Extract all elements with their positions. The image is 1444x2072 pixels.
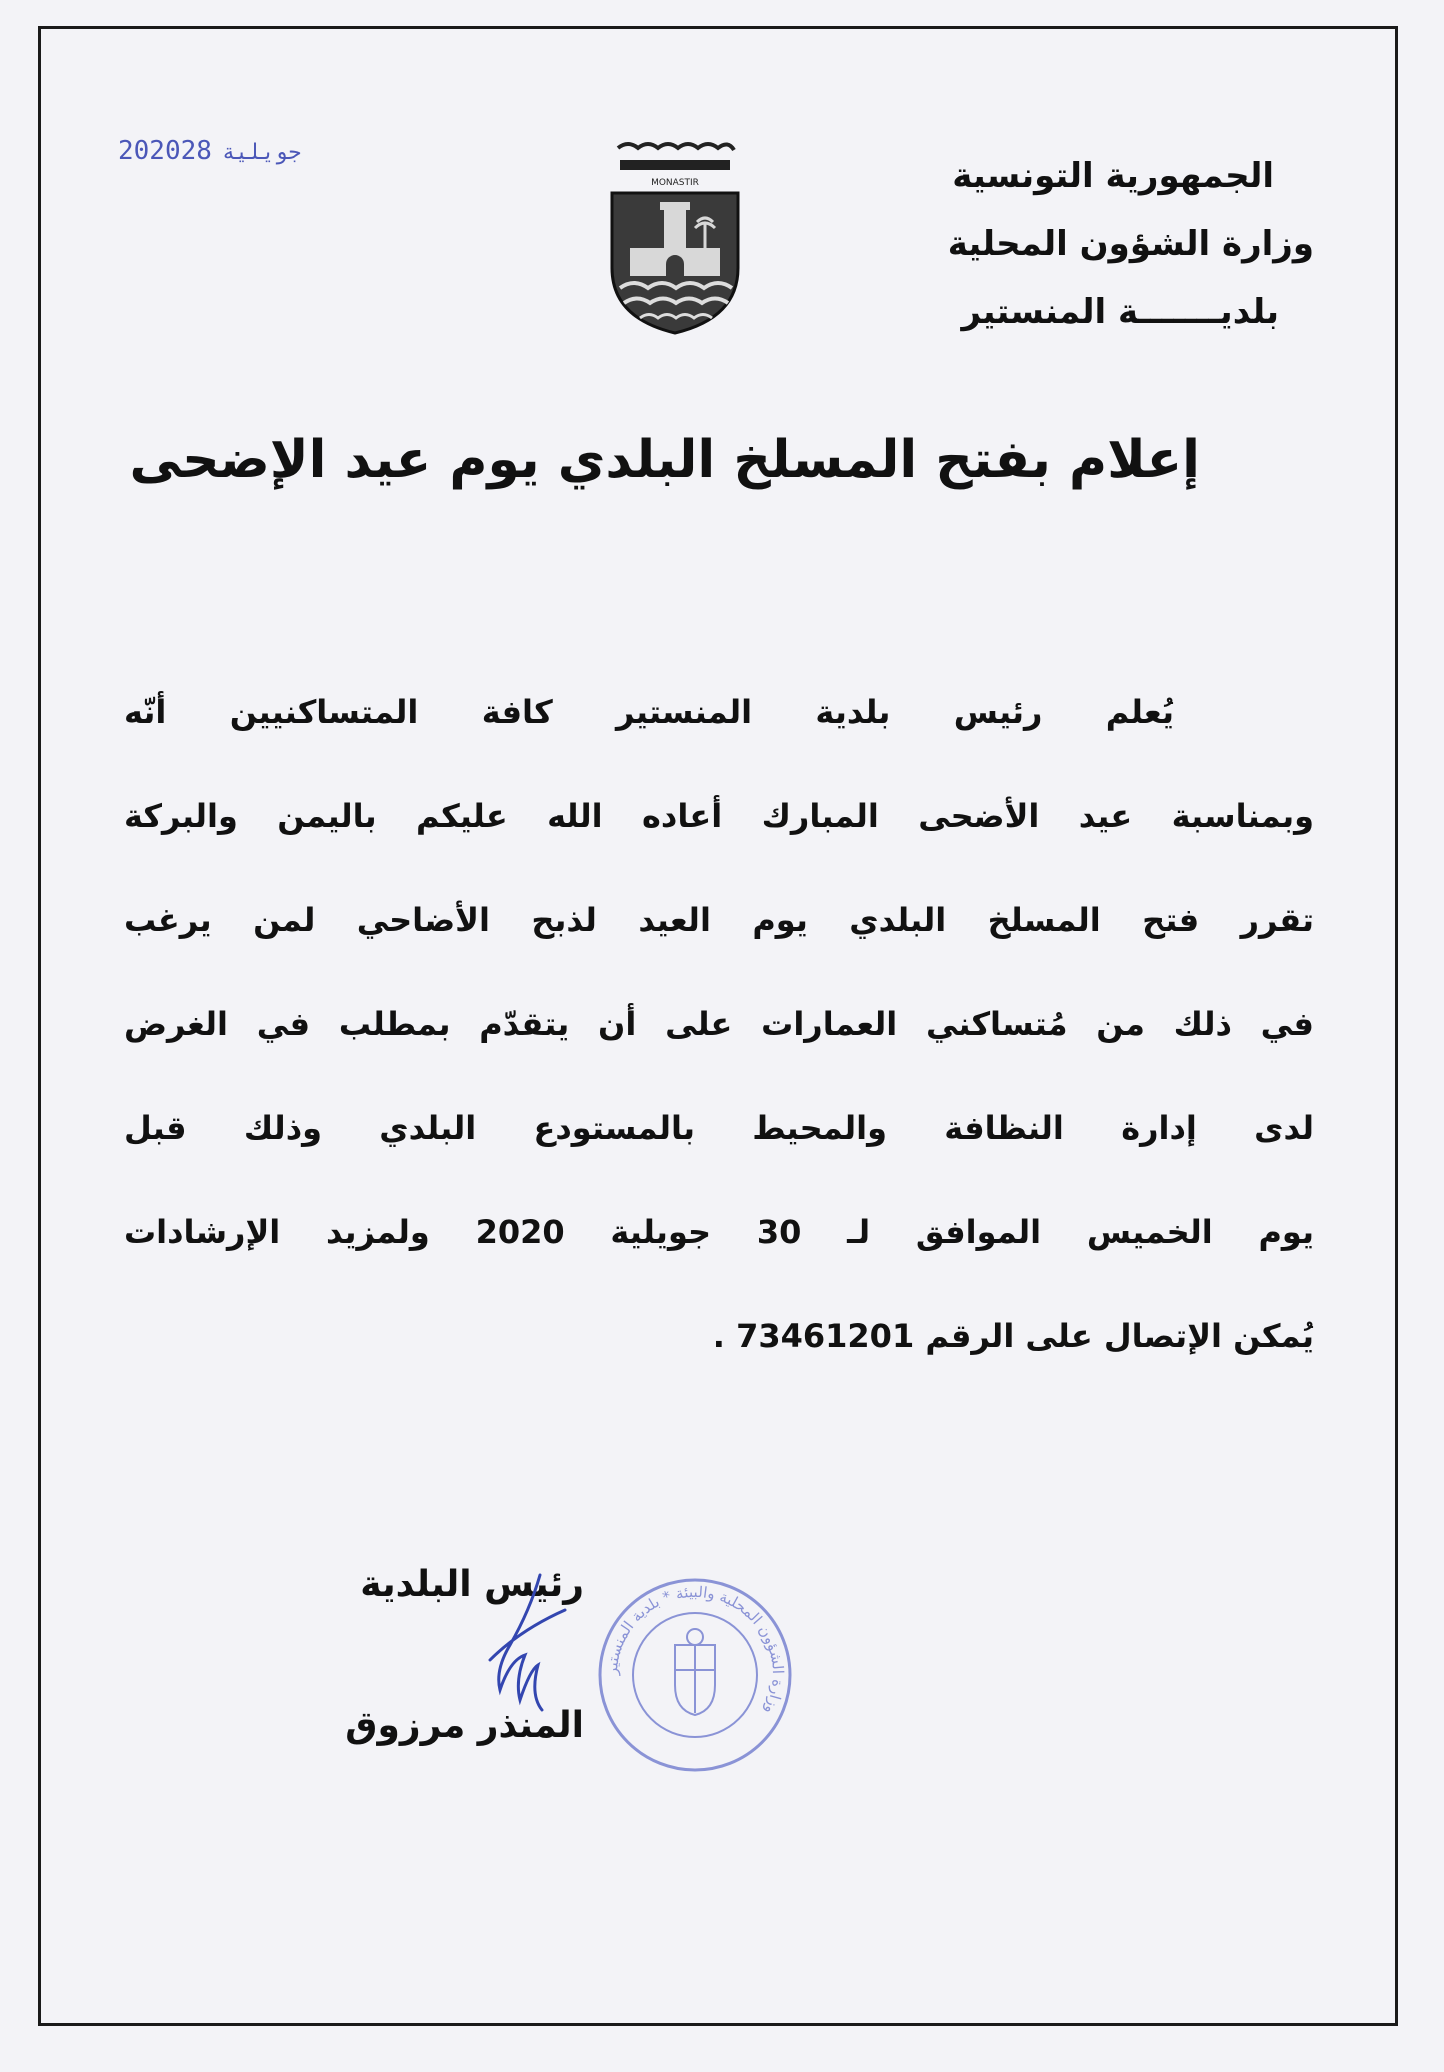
body-line: لدى إدارة النظافة والمحيط بالمستودع البلدي وذلك قبل xyxy=(124,1109,1314,1147)
document-body xyxy=(124,690,1314,1418)
body-line: تقرر فتح المسلخ البلدي يوم العيد لذبح الأضاحي لمن يرغب xyxy=(124,901,1314,939)
stamp-text: وزارة الشؤون المحلية والبيئة * بلدية المنستير xyxy=(602,1582,788,1718)
letterhead-municipality: بلديـــــــة المنستير xyxy=(961,292,1279,332)
date-day: 28 xyxy=(180,136,212,166)
letterhead-republic: الجمهورية التونسية xyxy=(952,156,1274,196)
body-line: يُعلم رئيس بلدية المنستير كافة المتساكنيين أنّه xyxy=(124,693,1174,731)
official-stamp xyxy=(595,1575,795,1775)
letterhead xyxy=(894,142,1314,346)
body-line: في ذلك من مُتساكني العمارات على أن يتقدّم بمطلب في الغرض xyxy=(124,1005,1314,1043)
letterhead-ministry: وزارة الشؤون المحلية xyxy=(947,224,1314,264)
signature-role: رئيس البلدية xyxy=(360,1564,584,1605)
handwritten-signature xyxy=(470,1570,590,1730)
body-line: يُمكن الإتصال على الرقم 73461201 . xyxy=(712,1317,1314,1355)
date-month: جويلية xyxy=(221,140,302,165)
monastir-coat-of-arms-icon xyxy=(600,138,750,338)
document-title: إعلام بفتح المسلخ البلدي يوم عيد الإضحى xyxy=(129,430,1200,490)
body-line: وبمناسبة عيد الأضحى المبارك أعاده الله عليكم باليمن والبركة xyxy=(124,797,1314,835)
date-stamp xyxy=(118,136,318,166)
signature-name: المنذر مرزوق xyxy=(345,1705,584,1746)
logo-label: MONASTIR xyxy=(651,178,699,188)
body-line: يوم الخميس الموافق لـ 30 جويلية 2020 ولمزيد الإرشادات xyxy=(124,1213,1314,1251)
date-year: 2020 xyxy=(118,136,181,166)
